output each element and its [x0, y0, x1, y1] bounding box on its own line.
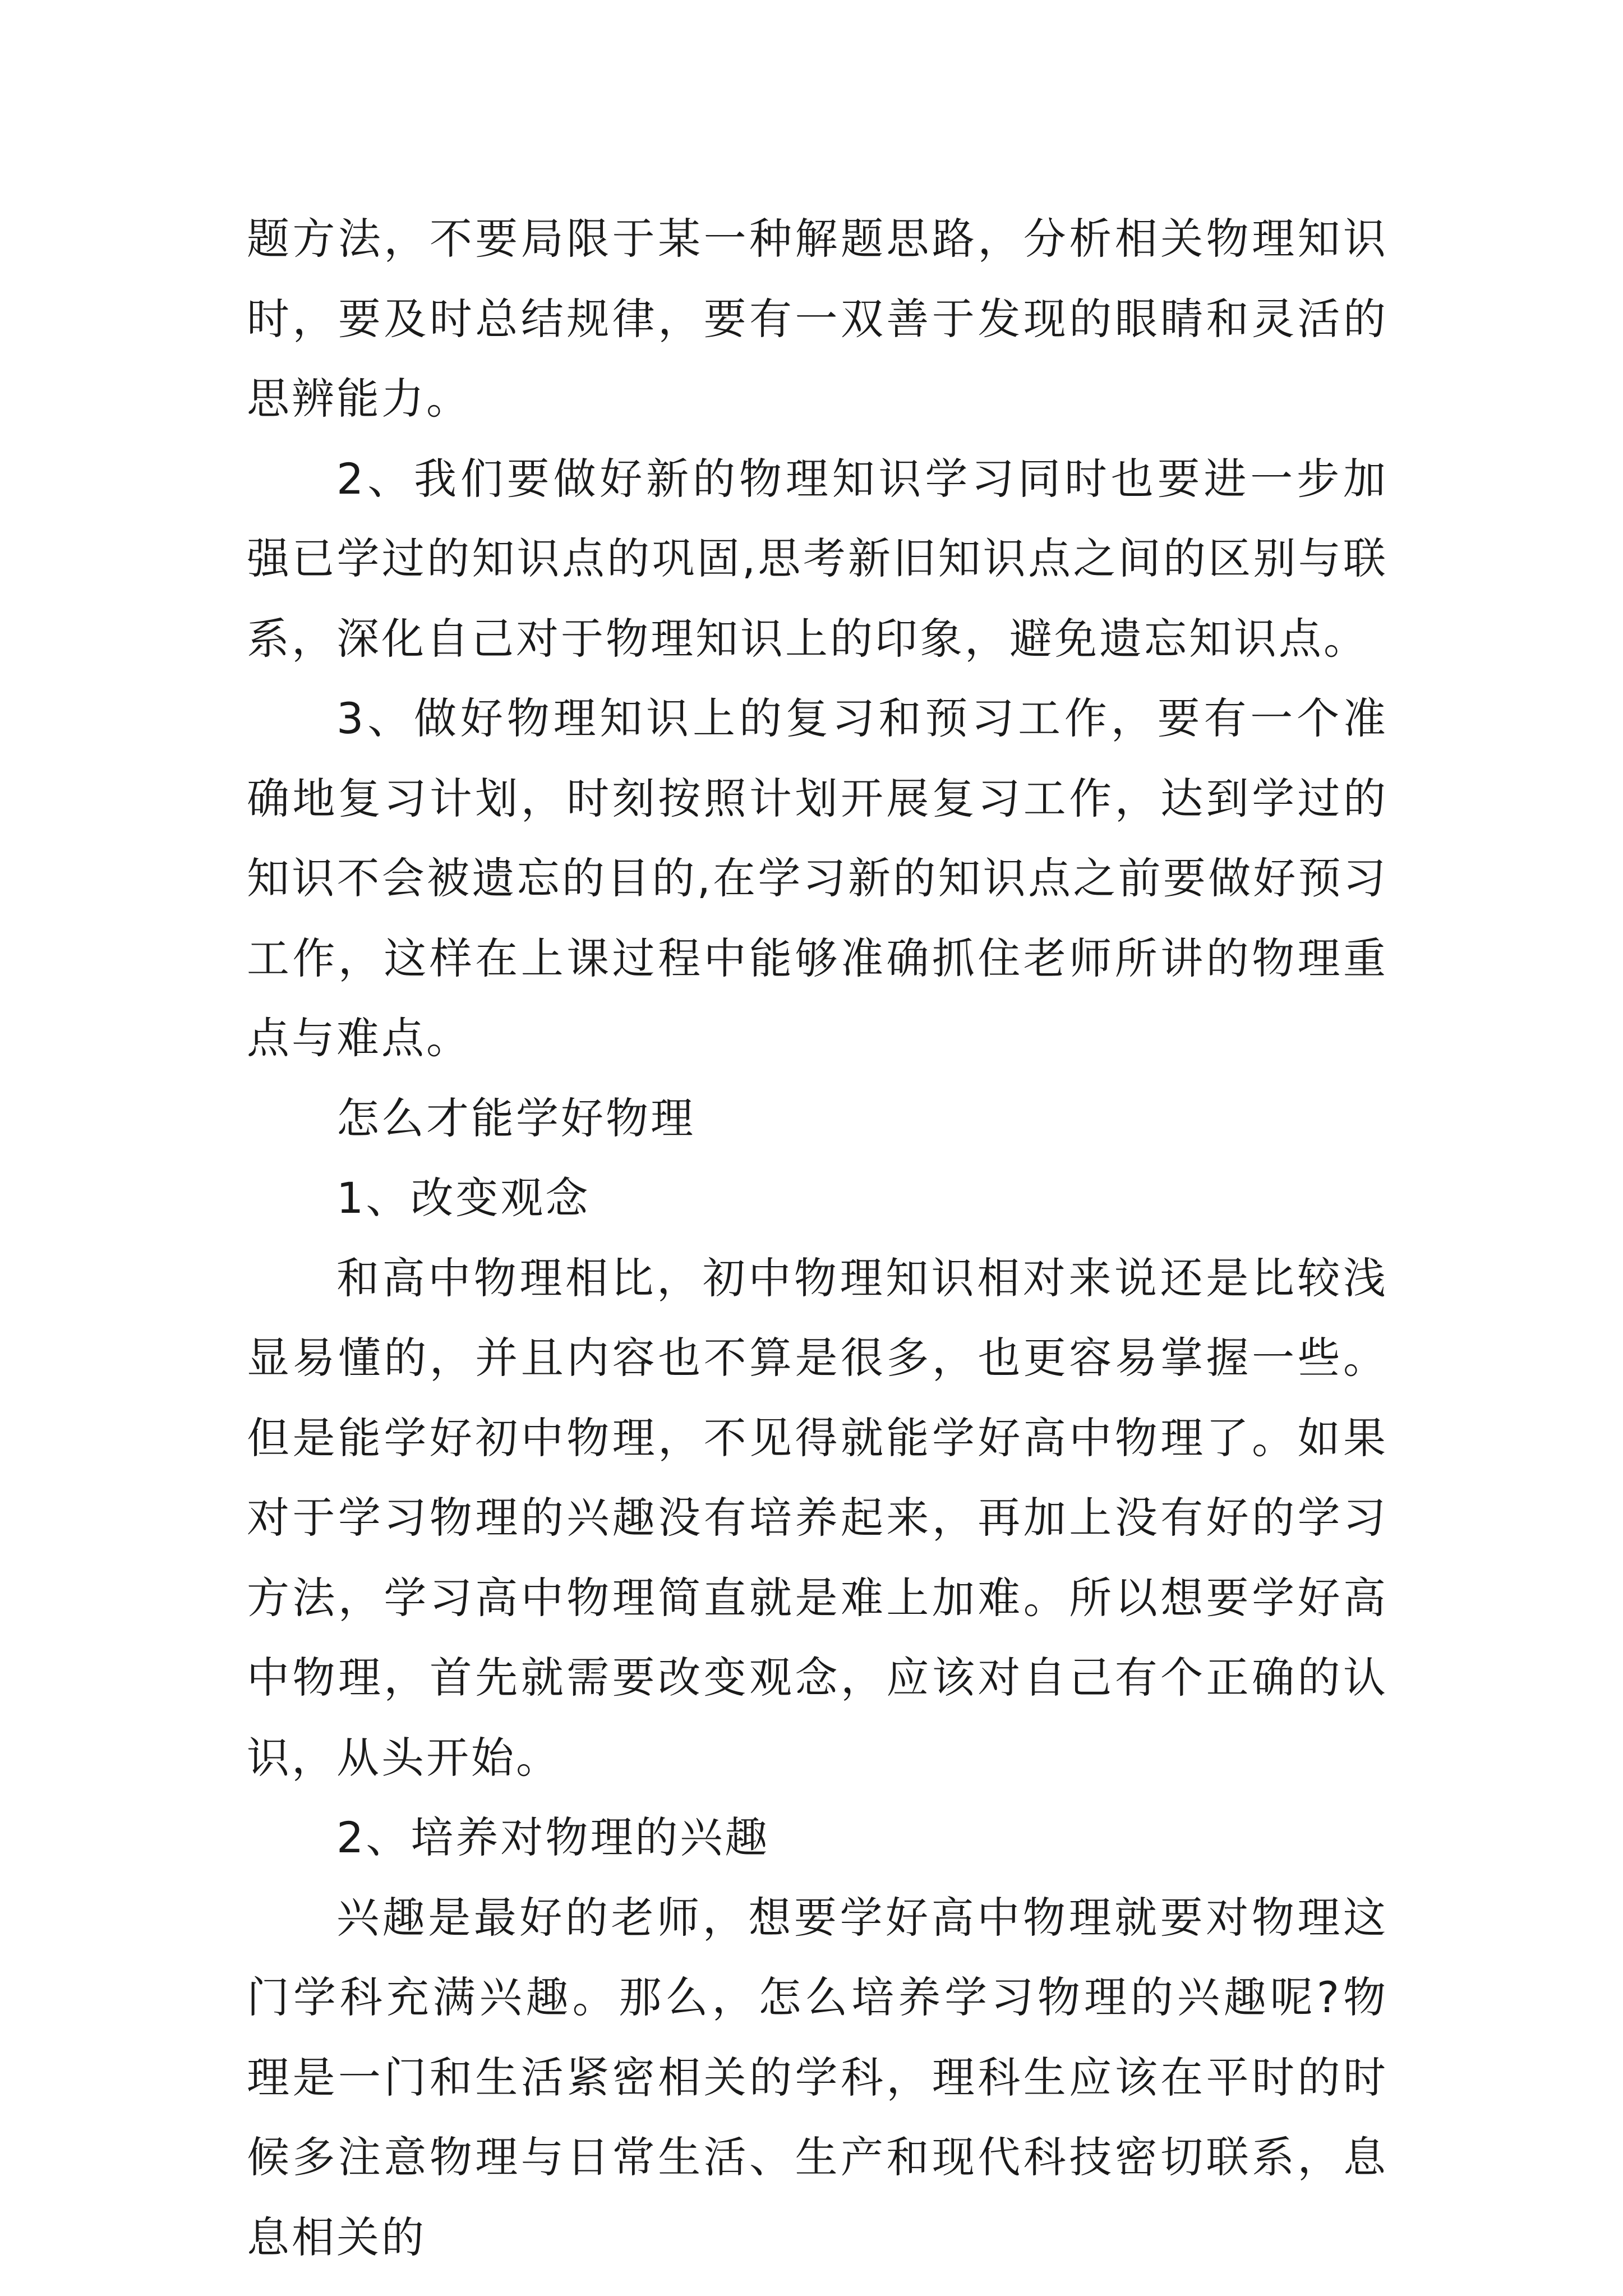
paragraph-change-concept: 和高中物理相比，初中物理知识相对来说还是比较浅显易懂的，并且内容也不算是很多，也更容易掌握一些。但是能学好初中物理，不见得就能学好高中物理了。如果对于学习物理的兴趣没有培养起来，再加上没有好的学习方法，学习高中物理简直就是难上加难。所以想要学好高中物理，首先就需要改变观念，应该对自己有个正确的认识，从头开始。: [247, 1253, 1388, 1783]
section-heading: 怎么才能学好物理: [336, 1093, 695, 1143]
paragraph-point-3: 3、做好物理知识上的复习和预习工作，要有一个准确地复习计划，时刻按照计划开展复习工作，达到学过的知识不会被遗忘的目的,在学习新的知识点之前要做好预习工作，这样在上课过程中能够准确抓住老师所讲的物理重点与难点。: [247, 693, 1388, 1063]
paragraph-continuation: 题方法，不要局限于某一种解题思路，分析相关物理知识时，要及时总结规律，要有一双善于发现的眼睛和灵活的思辨能力。: [247, 214, 1388, 424]
body-text: [247, 199, 1388, 2277]
subheading-change-concept: 1、改变观念: [336, 1173, 591, 1223]
paragraph-point-2: 2、我们要做好新的物理知识学习同时也要进一步加强已学过的知识点的巩固,思考新旧知识点之间的区别与联系，深化自己对于物理知识上的印象，避免遗忘知识点。: [247, 453, 1388, 664]
subheading-interest: 2、培养对物理的兴趣: [336, 1812, 770, 1862]
paragraph-interest: 兴趣是最好的老师，想要学好高中物理就要对物理这门学科充满兴趣。那么，怎么培养学习物理的兴趣呢?物理是一门和生活紧密相关的学科，理科生应该在平时的时候多注意物理与日常生活、生产和现代科技密切联系，息息相关的: [247, 1892, 1388, 2262]
